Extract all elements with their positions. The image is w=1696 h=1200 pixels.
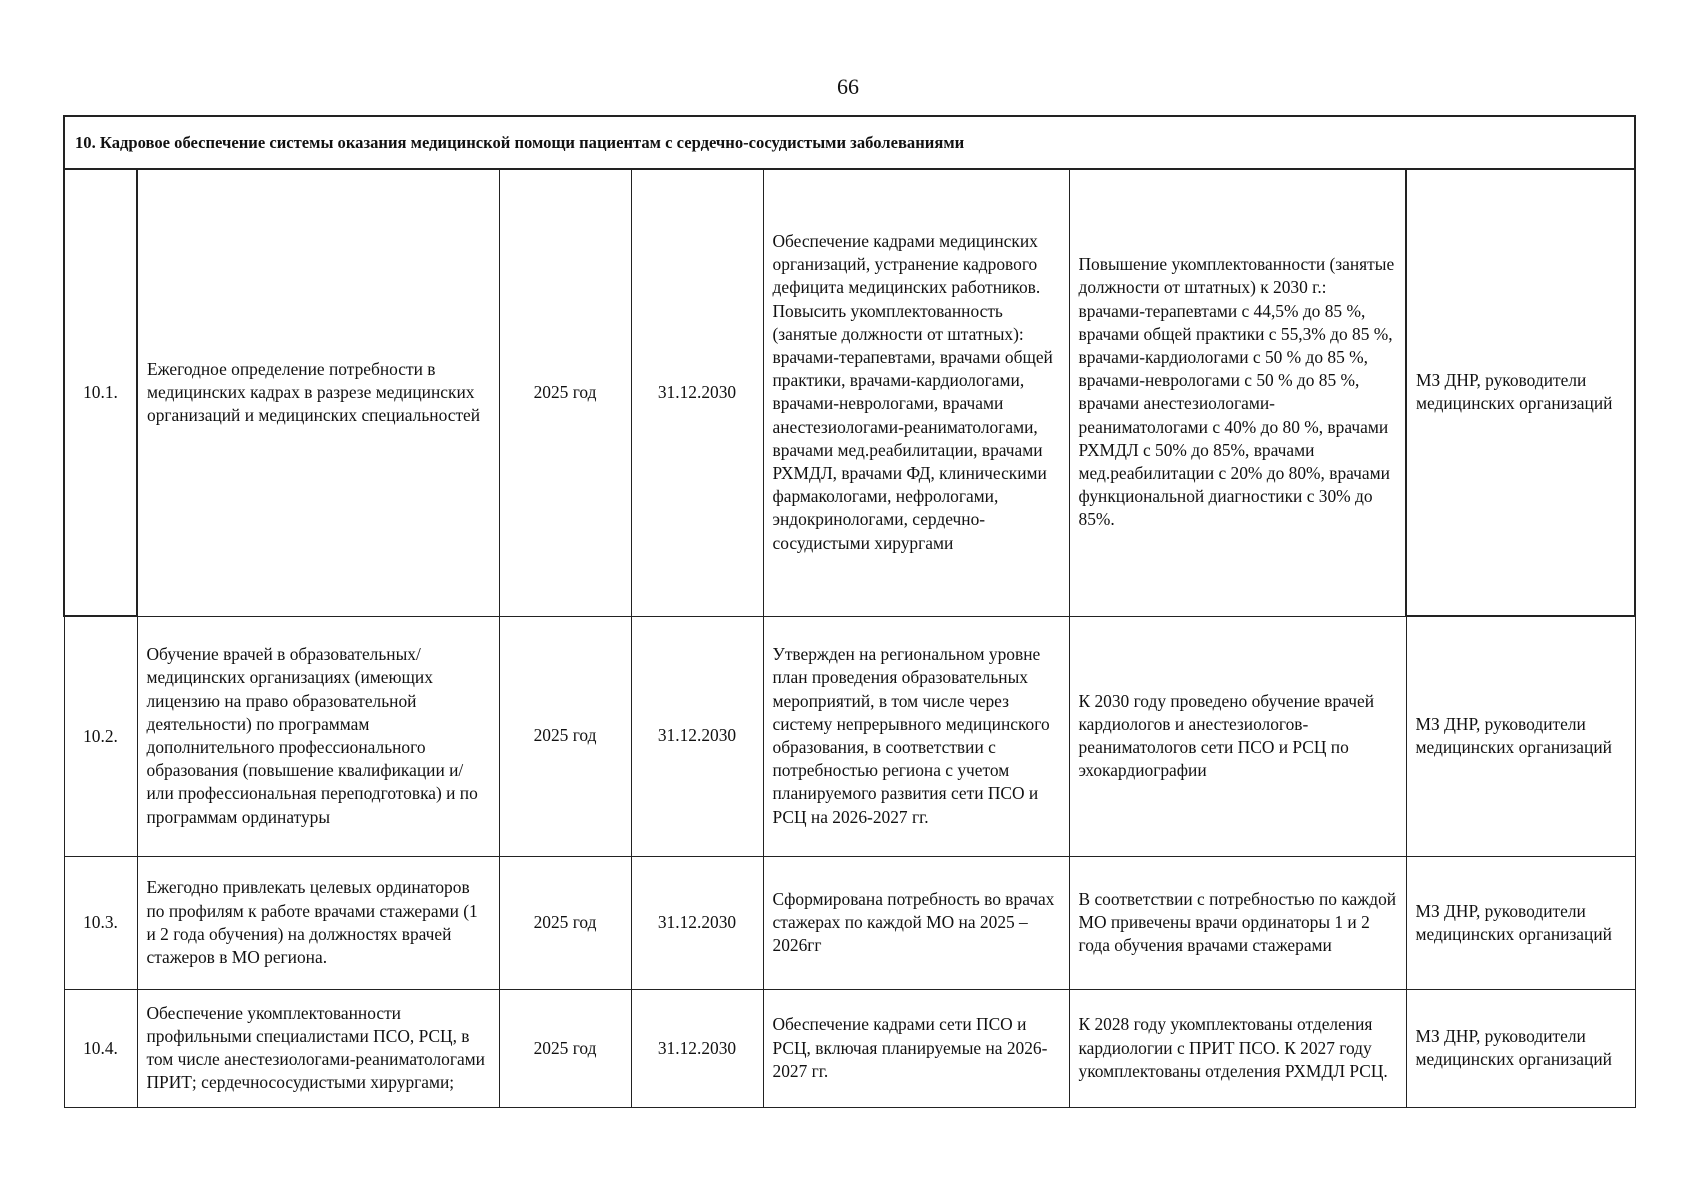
page-number: 66 (837, 74, 859, 99)
responsible-cell: МЗ ДНР, руководители медицинских организаций (1406, 616, 1635, 857)
start-cell: 2025 год (499, 169, 631, 616)
row-number: 10.4. (64, 990, 137, 1108)
end-cell: 31.12.2030 (631, 990, 763, 1108)
end-cell: 31.12.2030 (631, 169, 763, 616)
activity-cell: Обучение врачей в образовательных/медицинских организациях (имеющих лицензию на право образовательной деятельности) по программам дополнительного профессионального образования (повышение квалификации и/или профессиональная переподготовка) и по программам ординатуры (137, 616, 499, 857)
activity-cell: Ежегодно привлекать целевых ординаторов по профилям к работе врачами стажерами (1 и 2 года обучения) на должностях врачей стажеров в МО региона. (137, 857, 499, 990)
action-plan-table (63, 115, 1636, 1108)
description-cell: Обеспечение кадрами сети ПСО и РСЦ, включая планируемые на 2026-2027 гг. (763, 990, 1069, 1108)
section-title: 10. Кадровое обеспечение системы оказания медицинской помощи пациентам с сердечно-сосудистыми заболеваниями (64, 116, 1635, 169)
description-cell: Утвержден на региональном уровне план проведения образовательных мероприятий, в том числе через систему непрерывного медицинского образования, в соответствии с потребностью региона с учетом планируемого развития сети ПСО и РСЦ на 2026-2027 гг. (763, 616, 1069, 857)
responsible-cell: МЗ ДНР, руководители медицинских организаций (1406, 169, 1635, 616)
table-row (64, 616, 1635, 857)
start-cell: 2025 год (499, 616, 631, 857)
description-cell: Обеспечение кадрами медицинских организаций, устранение кадрового дефицита медицинских работников. Повысить укомплектованность (занятые должности от штатных): врачами-терапевтами, врачами общей практики, врачами-кардиологами, врачами-неврологами, врачами анестезиологами-реаниматологами, врачами мед.реабилитации, врачами РХМДЛ, врачами ФД, клиническими фармакологами, нефрологами, эндокринологами, сердечно-сосудистыми хирургами (763, 169, 1069, 616)
activity-cell: Обеспечение укомплектованности профильными специалистами ПСО, РСЦ, в том числе анестезиологами-реаниматологами ПРИТ; сердечнососудистыми хирургами; (137, 990, 499, 1108)
row-number: 10.3. (64, 857, 137, 990)
end-cell: 31.12.2030 (631, 857, 763, 990)
result-cell: К 2028 году укомплектованы отделения кардиологии с ПРИТ ПСО. К 2027 году укомплектованы отделения РХМДЛ РСЦ. (1069, 990, 1406, 1108)
responsible-cell: МЗ ДНР, руководители медицинских организаций (1406, 990, 1635, 1108)
table-row (64, 857, 1635, 990)
section-header-row (64, 116, 1635, 169)
activity-cell: Ежегодное определение потребности в медицинских кадрах в разрезе медицинских организаций и медицинских специальностей (137, 169, 499, 616)
result-cell: В соответствии с потребностью по каждой МО привечены врачи ординаторы 1 и 2 года обучения врачами стажерами (1069, 857, 1406, 990)
responsible-cell: МЗ ДНР, руководители медицинских организаций (1406, 857, 1635, 990)
start-cell: 2025 год (499, 990, 631, 1108)
row-number: 10.2. (64, 616, 137, 857)
result-cell: К 2030 году проведено обучение врачей кардиологов и анестезиологов-реаниматологов сети ПСО и РСЦ по эхокардиографии (1069, 616, 1406, 857)
result-cell: Повышение укомплектованности (занятые должности от штатных) к 2030 г.: врачами-терапевтами с 44,5% до 85 %, врачами общей практики с 55,3% до 85 %, врачами-кардиологами с 50 % до 85 %, врачами-неврологами с 50 % до 85 %, врачами анестезиологами-реаниматологами с 40% до 80 %, врачами РХМДЛ с 50% до 85%, врачами мед.реабилитации с 20% до 80%, врачами функциональной диагностики с 30% до 85%. (1069, 169, 1406, 616)
description-cell: Сформирована потребность во врачах стажерах по каждой МО на 2025 – 2026гг (763, 857, 1069, 990)
row-number: 10.1. (64, 169, 137, 616)
start-cell: 2025 год (499, 857, 631, 990)
table-row (64, 169, 1635, 616)
end-cell: 31.12.2030 (631, 616, 763, 857)
table-row (64, 990, 1635, 1108)
